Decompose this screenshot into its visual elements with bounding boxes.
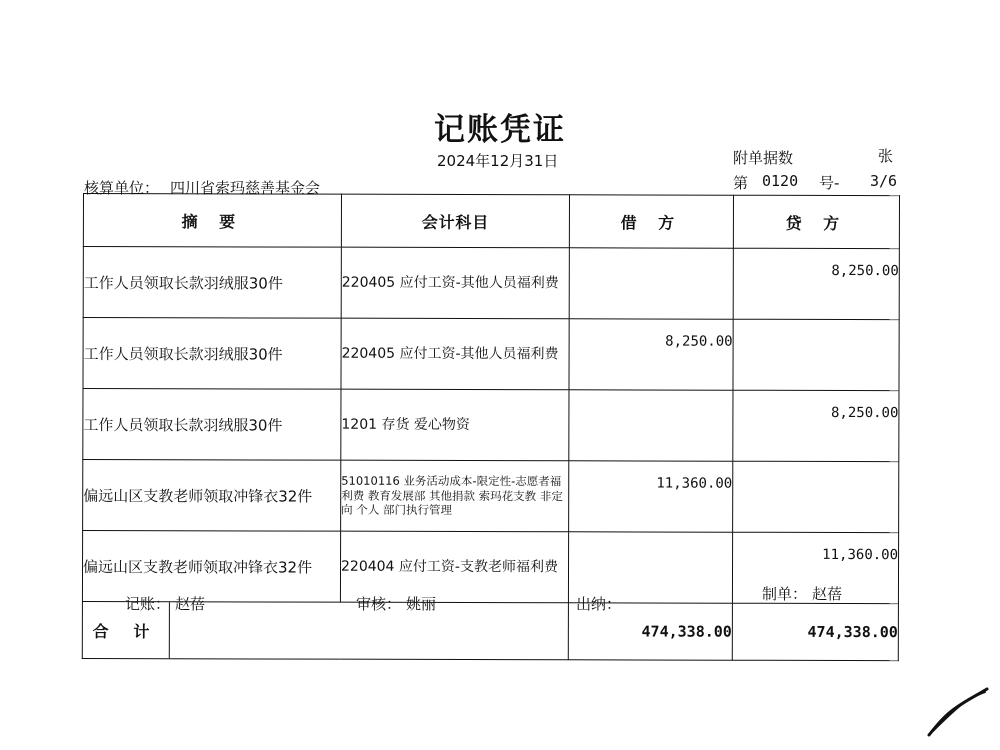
row-credit xyxy=(733,461,899,532)
row-account: 220405 应付工资-其他人员福利费 xyxy=(341,318,569,390)
table-row xyxy=(83,318,899,391)
row-account: 51010116 业务活动成本-限定性-志愿者福利费 教育发展部 其他捐款 索玛花支教 非定向 个人 部门执行管理 xyxy=(341,460,569,532)
total-label: 合 计 xyxy=(83,602,170,658)
table-row xyxy=(83,247,899,320)
row-summary: 偏远山区支教老师领取冲锋衣32件 xyxy=(82,531,340,603)
row-credit: 8,250.00 xyxy=(733,390,899,461)
row-summary: 工作人员领取长款羽绒服30件 xyxy=(83,389,341,461)
reviewer-name: 姚丽 xyxy=(406,595,437,613)
cashier-label: 出纳： xyxy=(576,595,622,613)
row-summary: 偏远山区支教老师领取冲锋衣32件 xyxy=(83,460,341,532)
table-row xyxy=(83,389,899,462)
row-debit: 8,250.00 xyxy=(569,319,733,390)
header-credit: 贷 方 xyxy=(733,195,899,248)
voucher-number-suffix: 号- xyxy=(819,174,840,192)
row-debit xyxy=(569,390,733,461)
unit-name: 四川省索玛慈善基金会 xyxy=(170,179,321,197)
row-account: 220405 应付工资-其他人员福利费 xyxy=(341,247,569,319)
table-row xyxy=(83,460,899,533)
total-debit: 474,338.00 xyxy=(568,603,732,660)
row-debit xyxy=(569,248,733,319)
row-account: 1201 存货 爱心物资 xyxy=(341,389,569,461)
row-credit: 11,360.00 xyxy=(732,532,898,603)
row-summary: 工作人员领取长款羽绒服30件 xyxy=(83,318,341,390)
total-credit: 474,338.00 xyxy=(732,603,898,660)
row-credit xyxy=(733,319,899,390)
table-header xyxy=(83,194,899,249)
row-credit: 8,250.00 xyxy=(733,248,899,319)
header-account: 会计科目 xyxy=(341,194,569,248)
bookkeeper-label: 记账： xyxy=(125,595,171,613)
header-summary: 摘 要 xyxy=(83,194,341,248)
pen-mark-scribble xyxy=(925,685,990,740)
row-summary: 工作人员领取长款羽绒服30件 xyxy=(83,247,341,319)
preparer-label: 制单： xyxy=(762,585,808,603)
voucher-number: 0120 xyxy=(762,172,799,190)
reviewer-label: 审核： xyxy=(356,595,402,613)
voucher-page: 3/6 xyxy=(870,172,898,190)
voucher-title: 记账凭证 xyxy=(434,112,566,148)
attachments-unit: 张 xyxy=(878,147,894,165)
row-account: 220404 应付工资-支教老师福利费 xyxy=(340,531,568,603)
preparer-name: 赵蓓 xyxy=(812,585,843,603)
unit-label: 核算单位： xyxy=(84,179,160,197)
header-debit: 借 方 xyxy=(569,195,733,248)
row-debit: 11,360.00 xyxy=(569,461,733,532)
voucher-date: 2024年12月31日 xyxy=(437,152,559,170)
attachments-label: 附单据数 xyxy=(733,149,794,167)
bookkeeper-name: 赵蓓 xyxy=(175,595,206,613)
voucher-number-prefix: 第 xyxy=(733,174,749,192)
